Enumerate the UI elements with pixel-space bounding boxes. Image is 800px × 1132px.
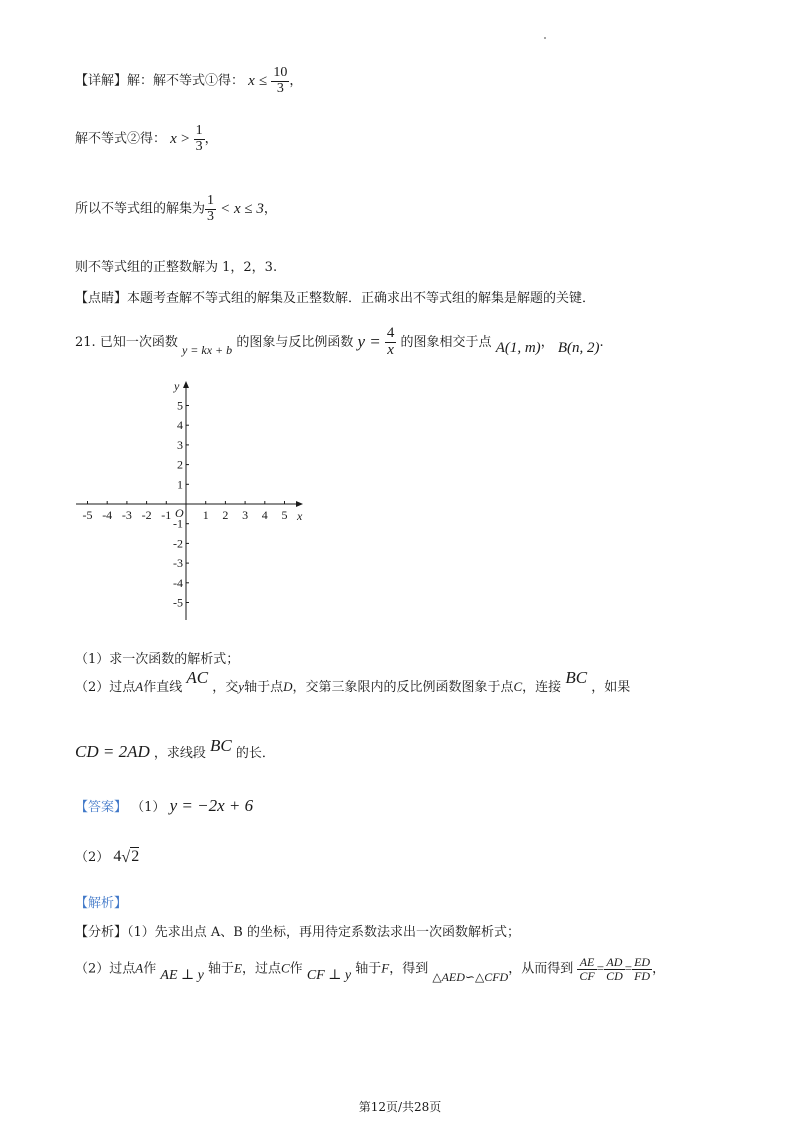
an-text: ，得到 (389, 961, 429, 977)
ratio-ed-fd (632, 956, 652, 982)
segment-bc-2: BC (210, 735, 232, 755)
y-tick-label: 1 (177, 477, 183, 492)
question-number: 21. (75, 334, 96, 350)
sq2-y: y (238, 679, 245, 694)
q21-text-b: 的图象与反比例函数 (236, 334, 354, 350)
sq2-text: ，连接 (522, 680, 562, 695)
y-tick-label: 4 (177, 418, 183, 433)
detail-line-2-lhs: x (170, 130, 177, 147)
sq2-point-a: A (135, 679, 144, 694)
frac-den: 3 (195, 138, 203, 154)
an-point-f: F (381, 960, 390, 976)
sq2-point-d: D (283, 679, 293, 694)
frac-den: FD (634, 968, 651, 983)
x-axis-label: x (297, 509, 303, 523)
detail-line-4: 则不等式组的正整数解为 1，2，3. (75, 260, 278, 275)
sq2-text: 的长． (235, 746, 275, 761)
detail-line-1 (75, 66, 302, 96)
y-axis-label: y (174, 379, 180, 393)
analysis-text-1: （1）先求出点 A、B 的坐标，再用待定系数法求出一次函数解析式； (127, 925, 520, 940)
detail-line-3-text: 所以不等式组的解集为 (75, 201, 206, 217)
an-text: ，过点 (241, 961, 281, 977)
punct: ， (540, 334, 554, 350)
an-text: （2）过点 (75, 961, 136, 977)
frac-num: AD (604, 956, 625, 970)
detail-line-3 (75, 194, 277, 224)
line-ac: AC (186, 667, 209, 687)
y-tick-label: -5 (173, 595, 183, 610)
frac-num: AE (577, 956, 596, 970)
point-b: B(n, 2) (557, 339, 600, 356)
sub-question-1: （1）求一次函数的解析式； (75, 652, 240, 667)
equals-sign: = (624, 960, 633, 976)
answer-line-2 (75, 846, 139, 866)
x-tick-label: -5 (82, 508, 93, 522)
sq2-text: ，如果 (591, 680, 631, 695)
sqrt-radical: √2 (121, 848, 140, 866)
fraction-one-third (194, 124, 205, 154)
fraction-one-third-2 (205, 194, 216, 224)
sq2-text: 作直线 (143, 680, 183, 695)
x-tick-label: -4 (102, 508, 113, 522)
detail-line-2 (75, 124, 218, 154)
perpendicular-ae: AE ⊥ y (160, 967, 204, 983)
x-tick-label: -2 (141, 508, 152, 522)
sq2-point-c: C (513, 679, 523, 694)
similar-triangles: △AED∽△CFD (432, 969, 509, 984)
coordinate-axes (70, 378, 310, 623)
origin-label: O (175, 506, 184, 520)
x-tick-label: 2 (222, 508, 229, 522)
x-tick-label: 1 (202, 508, 209, 522)
radicand: 2 (131, 848, 140, 865)
reciprocal-lhs: y = (357, 332, 381, 352)
y-tick-label: 5 (177, 398, 183, 413)
detail-tag: 【详解】 (75, 73, 128, 89)
scan-speck (544, 37, 546, 39)
x-tick-label: -3 (121, 508, 132, 522)
analysis-title: 【解析】 (75, 896, 128, 911)
answer-tag: 【答案】 (75, 800, 128, 815)
comment-text: 本题考查解不等式组的解集及正整数解．正确求出不等式组的解集是解题的关键． (127, 291, 596, 306)
y-tick-label: -1 (173, 516, 183, 531)
punct: . (599, 334, 604, 350)
frac-num: 4 (386, 325, 395, 341)
an-text: ，从而得到 (508, 961, 574, 977)
sq2-text: ，交 (212, 680, 239, 695)
ratio-ad-cd (604, 956, 625, 982)
sub-question-2-line-1 (75, 667, 631, 698)
frac-den: CF (579, 968, 595, 983)
x-tick-label: 3 (242, 508, 249, 522)
analysis-line-2 (75, 956, 665, 982)
condition-cd: CD = 2AD (75, 742, 150, 761)
y-tick-label: 3 (177, 437, 183, 452)
an-point-a: A (135, 960, 144, 976)
sq2-text: （2）过点 (75, 680, 136, 695)
ratio-ae-cf (577, 956, 596, 982)
answer-1-value: y = −2x + 6 (169, 796, 254, 815)
punct: ， (289, 73, 303, 89)
frac-den: CD (606, 968, 623, 983)
comment-line (75, 287, 595, 306)
sq2-text: ，交第三象限内的反比例函数图象于点 (292, 680, 514, 695)
x-tick-label: -1 (161, 508, 172, 522)
linear-function: y = kx + b (181, 342, 233, 357)
page-footer: 第12页/共28页 (358, 1100, 442, 1114)
perpendicular-cf: CF ⊥ y (306, 967, 352, 983)
punct: ， (263, 201, 277, 217)
sq2-text: 轴于点 (244, 680, 284, 695)
an-text: 作 (143, 961, 157, 977)
analysis-tag: 【分析】 (75, 925, 128, 940)
punct: ， (652, 961, 666, 977)
x-tick-label: 5 (281, 508, 288, 522)
frac-den: 3 (207, 208, 215, 224)
an-text: 轴于 (355, 961, 382, 977)
an-text: 轴于 (208, 961, 235, 977)
y-tick-label: -4 (173, 575, 183, 590)
frac-num: 10 (273, 65, 288, 80)
analysis-line-1 (75, 921, 520, 940)
q21-text-c: 的图象相交于点 (400, 334, 492, 350)
solution-set: < x ≤ 3 (220, 200, 264, 217)
sub-question-2-line-2 (75, 735, 275, 764)
frac-den: 3 (276, 80, 284, 96)
reciprocal-fraction (385, 326, 397, 359)
detail-line-2-text: 解不等式②得： (75, 131, 167, 147)
frac-den: x (387, 341, 394, 358)
q21-text-a: 已知一次函数 (99, 334, 178, 350)
answer-label: （1） (131, 800, 166, 815)
answer-2-coefficient: 4 (113, 848, 122, 865)
detail-line-1-lhs: x (248, 72, 255, 89)
y-tick-label: 2 (177, 457, 183, 472)
segment-bc: BC (565, 667, 588, 687)
answer-label: （2） (75, 850, 110, 865)
x-tick-label: 4 (261, 508, 268, 522)
an-point-c: C (281, 960, 290, 976)
detail-line-1-text: 解：解不等式①得： (127, 73, 245, 89)
comment-tag: 【点睛】 (75, 291, 128, 306)
frac-num: ED (634, 955, 651, 969)
question-21-stem (75, 326, 604, 359)
y-tick-label: -2 (173, 536, 183, 551)
fraction-ten-thirds (271, 66, 289, 96)
detail-line-2-rel: > (180, 130, 190, 147)
y-tick-label: -3 (173, 556, 183, 571)
an-point-e: E (234, 960, 242, 976)
frac-num: 1 (207, 193, 215, 208)
equals-sign: = (596, 960, 605, 976)
detail-line-1-rel: ≤ (258, 72, 268, 89)
sq2-text: ，求线段 (153, 746, 206, 761)
punct: ， (204, 131, 218, 147)
point-a: A(1, m) (495, 339, 541, 356)
an-text: 作 (289, 961, 303, 977)
frac-num: 1 (195, 123, 203, 138)
answer-line-1 (75, 796, 253, 816)
